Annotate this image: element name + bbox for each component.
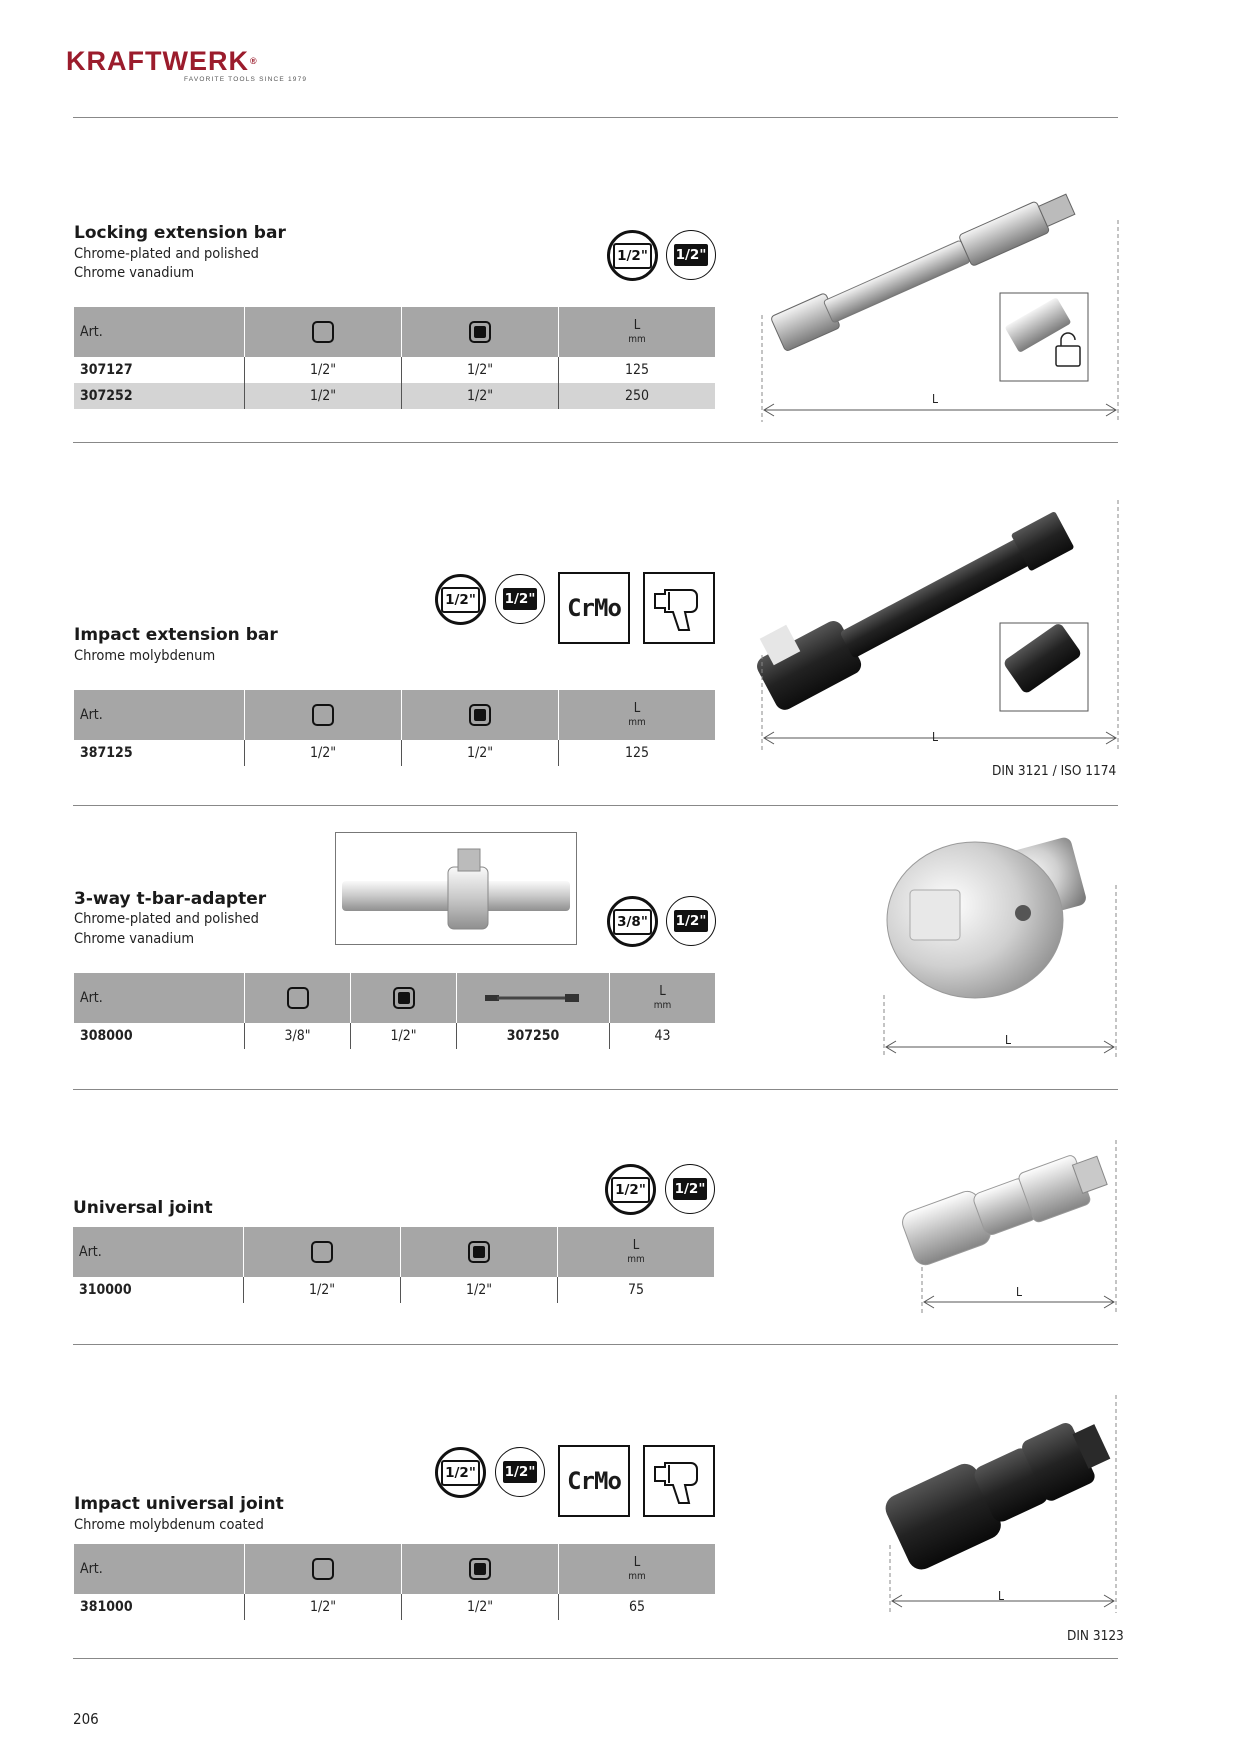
col-drive-out	[402, 1544, 559, 1594]
product-image-impact-universal-joint	[850, 1375, 1120, 1620]
col-drive-in	[245, 973, 351, 1023]
square-drive-filled-icon	[469, 321, 491, 343]
table-row: 308000 3/8" 1/2" 307250 43	[74, 1023, 715, 1049]
drive-size-badge: 1/2"	[605, 1164, 656, 1215]
col-art: Art.	[73, 1227, 244, 1277]
drive-size-badge: 1/2"	[607, 230, 658, 281]
brand-name: KRAFTWERK	[66, 46, 249, 76]
square-drive-filled-icon	[469, 704, 491, 726]
section-divider	[73, 442, 1118, 443]
square-drive-outline-icon	[287, 987, 309, 1009]
drive-size-badge: 1/2"	[665, 1164, 715, 1214]
square-drive-filled-icon	[393, 987, 415, 1009]
table-row: 310000 1/2" 1/2" 75	[73, 1277, 714, 1303]
brand-logo	[66, 46, 326, 86]
product-title: Locking extension bar	[74, 223, 286, 243]
col-bar	[457, 973, 610, 1023]
col-length: L mm	[559, 1544, 716, 1594]
t-bar-usage-image	[335, 832, 577, 945]
col-drive-in	[245, 307, 402, 357]
product-description: Chrome molybdenum	[74, 648, 216, 664]
table-row: 387125 1/2" 1/2" 125	[74, 740, 715, 766]
extension-bar-icon	[483, 992, 583, 1004]
col-drive-out	[402, 690, 559, 740]
section-divider	[73, 1658, 1118, 1659]
page-number: 206	[73, 1710, 99, 1728]
col-art: Art.	[74, 1544, 245, 1594]
col-length: L mm	[559, 307, 716, 357]
drive-size-badge: 1/2"	[666, 230, 716, 280]
square-drive-outline-icon	[312, 1558, 334, 1580]
table-header-row	[74, 307, 715, 357]
drive-size-badge: 1/2"	[435, 1447, 486, 1498]
spec-table	[74, 307, 715, 409]
col-art: Art.	[74, 690, 245, 740]
col-drive-in	[245, 1544, 402, 1594]
product-image-universal-joint	[880, 1110, 1120, 1320]
square-drive-outline-icon	[312, 704, 334, 726]
dimension-label: L	[1005, 1033, 1012, 1047]
col-drive-out	[401, 1227, 558, 1277]
product-image-locking-extension-bar	[740, 140, 1120, 430]
spec-table	[74, 1544, 715, 1620]
dimension-label: L	[932, 392, 939, 406]
drive-size-badge: 1/2"	[435, 574, 486, 625]
product-image-impact-extension-bar	[740, 460, 1120, 750]
table-row: 307127 1/2" 1/2" 125	[74, 357, 715, 383]
standard-note: DIN 3121 / ISO 1174	[992, 763, 1117, 779]
product-title: Impact universal joint	[74, 1494, 284, 1514]
drive-size-badge: 1/2"	[495, 574, 545, 624]
spec-table	[74, 973, 715, 1049]
impact-wrench-icon	[643, 1445, 715, 1517]
col-length: L mm	[610, 973, 716, 1023]
crmo-material-badge: CrMo	[558, 1445, 630, 1517]
col-length: L mm	[559, 690, 716, 740]
table-row: 307252 1/2" 1/2" 250	[74, 383, 715, 409]
col-drive-in	[245, 690, 402, 740]
section-divider	[73, 1089, 1118, 1090]
square-drive-outline-icon	[312, 321, 334, 343]
crmo-material-badge: CrMo	[558, 572, 630, 644]
product-description: Chrome-plated and polished	[74, 246, 259, 262]
section-divider	[73, 805, 1118, 806]
drive-size-badge: 1/2"	[666, 896, 716, 946]
col-drive-out	[351, 973, 457, 1023]
product-title: 3-way t-bar-adapter	[74, 889, 267, 909]
table-header-row	[74, 973, 715, 1023]
spec-table	[73, 1227, 714, 1303]
section-divider	[73, 117, 1118, 118]
drive-size-badge: 1/2"	[495, 1447, 545, 1497]
col-art: Art.	[74, 973, 245, 1023]
table-header-row	[74, 690, 715, 740]
dimension-label: L	[932, 730, 939, 744]
table-header-row	[74, 1544, 715, 1594]
standard-note: DIN 3123	[1067, 1628, 1124, 1644]
spec-table	[74, 690, 715, 766]
registered-mark: ®	[249, 56, 258, 66]
col-length: L mm	[558, 1227, 715, 1277]
product-title: Universal joint	[73, 1198, 213, 1218]
product-image-t-bar-adapter	[880, 825, 1120, 1065]
table-row: 381000 1/2" 1/2" 65	[74, 1594, 715, 1620]
section-divider	[73, 1344, 1118, 1345]
product-description: Chrome vanadium	[74, 265, 195, 281]
brand-tagline: FAVORITE TOOLS SINCE 1979	[184, 76, 308, 83]
padlock-icon	[1056, 346, 1080, 366]
product-description: Chrome vanadium	[74, 931, 195, 947]
product-description: Chrome molybdenum coated	[74, 1517, 264, 1533]
drive-size-badge: 3/8"	[607, 896, 658, 947]
col-art: Art.	[74, 307, 245, 357]
col-drive-in	[244, 1227, 401, 1277]
square-drive-outline-icon	[311, 1241, 333, 1263]
impact-wrench-icon	[643, 572, 715, 644]
product-title: Impact extension bar	[74, 625, 278, 645]
col-drive-out	[402, 307, 559, 357]
table-header-row	[73, 1227, 714, 1277]
product-description: Chrome-plated and polished	[74, 911, 259, 927]
square-drive-filled-icon	[468, 1241, 490, 1263]
dimension-label: L	[1016, 1285, 1023, 1299]
square-drive-filled-icon	[469, 1558, 491, 1580]
dimension-label: L	[998, 1589, 1005, 1603]
